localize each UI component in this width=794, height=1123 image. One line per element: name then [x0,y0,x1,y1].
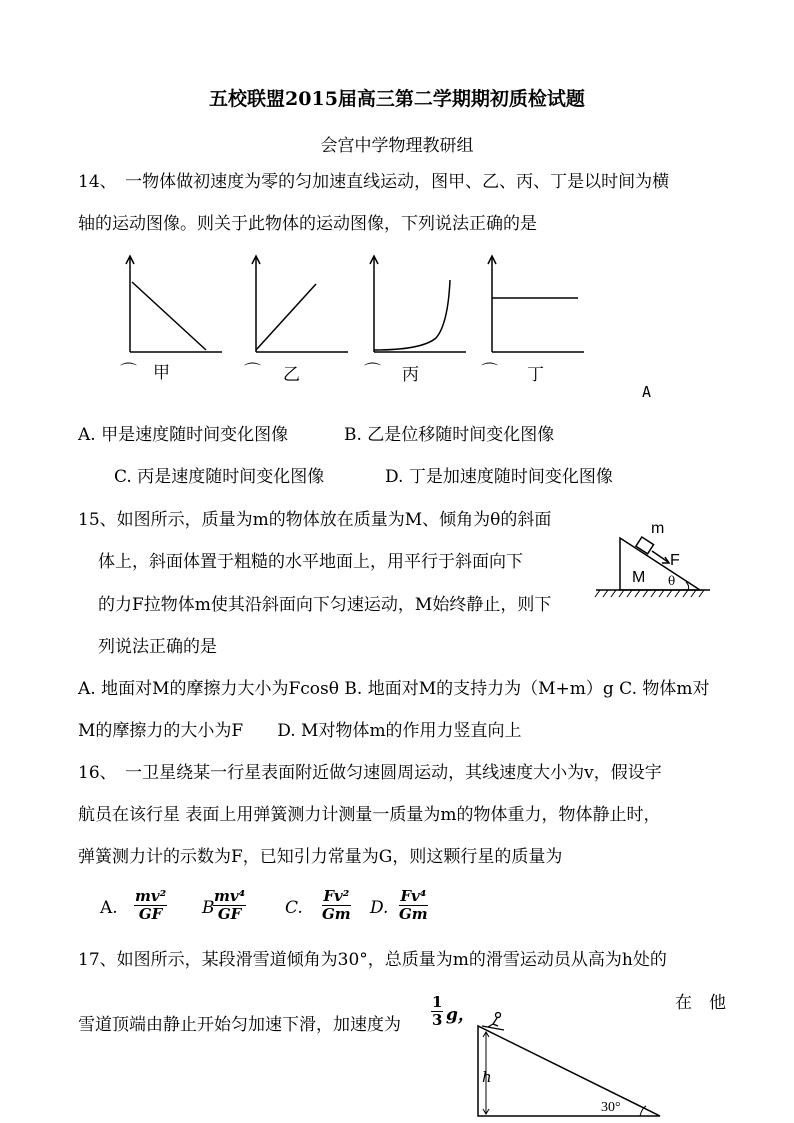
q16-option-d-label: D. [370,898,389,918]
q15-line4: 列说法正确的是 [98,637,217,657]
q17-accel-tail: g， [446,1005,475,1025]
graph-bing-axis-mark: ⌒ [364,362,381,382]
graph-jia [118,252,228,357]
graph-bing [362,252,472,357]
q16-option-a-label: A. [100,898,118,918]
q15-line6: M的摩擦力的大小为F D. M对物体m的作用力竖直向上 [78,721,522,741]
q16-option-d-numerator: Fv⁴ [400,887,427,905]
q17-accel-denominator: 3 [432,1011,443,1029]
incline-angle-theta: θ [668,574,676,588]
q16-option-c-numerator: Fv² [323,887,350,905]
q16-option-a-denominator: GF [138,905,163,923]
q14-option-c: C. 丙是速度随时间变化图像 [114,467,325,487]
q16-option-a-fraction [134,888,167,923]
graph-yi [244,252,354,357]
q16-option-d-fraction [399,888,428,923]
page-subtitle: 会宫中学物理教研组 [320,136,474,156]
q16-option-b-denominator: GF [217,905,242,923]
q14-option-d: D. 丁是加速度随时间变化图像 [385,467,613,487]
graph-bing-label: 丙 [402,365,419,385]
graph-yi-axis-mark: ⌒ [244,362,261,382]
ski-angle-label: 30° [601,1100,621,1115]
q16-line3: 弹簧测力计的示数为F，已知引力常量为G，则这颗行星的质量为 [78,847,563,867]
q16-option-b-label: B [202,898,215,918]
q16-option-c-denominator: Gm [322,905,351,923]
page-title: 五校联盟2015届高三第二学期期初质检试题 [209,88,585,110]
graph-ding-label: 丁 [527,365,544,385]
q16-option-d-denominator: Gm [399,905,428,923]
incline-force-f: F [670,552,680,569]
graph-ding [480,252,590,357]
q17-line1: 17、如图所示，某段滑雪道倾角为30°，总质量为m的滑雪运动员从高为h处的 [78,950,667,970]
q14-answer: A [642,383,652,401]
graph-ding-axis-mark: ⌒ [481,362,498,382]
incline-mass-m: m [651,520,665,537]
q15-line2: 体上，斜面体置于粗糙的水平地面上，用平行于斜面向下 [98,552,523,572]
q16-line2: 航员在该行星 表面上用弹簧测力计测量一质量为m的物体重力，物体静止时， [78,805,661,825]
q16-option-b-numerator: mv⁴ [214,887,246,905]
q16-line1: 16、 一卫星绕某一行星表面附近做匀速圆周运动，其线速度大小为v，假设宇 [78,763,662,783]
skier-icon [482,1013,504,1031]
q15-line3: 的力F拉物体m使其沿斜面向下匀速运动，M始终静止，则下 [98,595,552,615]
graph-jia-label: 甲 [153,363,170,383]
q17-line3: 雪道顶端由静止开始匀加速下滑，加速度为 [78,1015,401,1035]
q17-accel-fraction [431,994,443,1029]
q15-line5: A. 地面对M的摩擦力大小为Fcosθ B. 地面对M的支持力为（M+m）g C. 物体m对 [78,679,710,699]
q17-line2-right: 在 他 [675,993,726,1013]
q17-accel-numerator: 1 [432,993,443,1011]
ski-slope-figure [470,1012,670,1120]
q14-line2: 轴的运动图像。则关于此物体的运动图像，下列说法正确的是 [78,214,537,234]
q16-option-c-fraction [322,888,351,923]
q16-option-b-fraction [213,888,246,923]
graph-jia-axis-mark: ⌒ [120,362,137,382]
graph-yi-label: 乙 [283,365,300,385]
ski-height-label: h [482,1068,492,1086]
q16-option-c-label: C. [285,898,303,918]
q16-option-a-numerator: mv² [135,887,167,905]
incline-mass-big-m: M [632,569,646,586]
q15-line1: 15、如图所示，质量为m的物体放在质量为M、倾角为θ的斜面 [78,510,552,530]
q14-line1: 14、 一物体做初速度为零的匀加速直线运动，图甲、乙、丙、丁是以时间为横 [78,172,670,192]
q14-option-a: A. 甲是速度随时间变化图像 [78,425,289,445]
q14-option-b: B. 乙是位移随时间变化图像 [344,425,555,445]
